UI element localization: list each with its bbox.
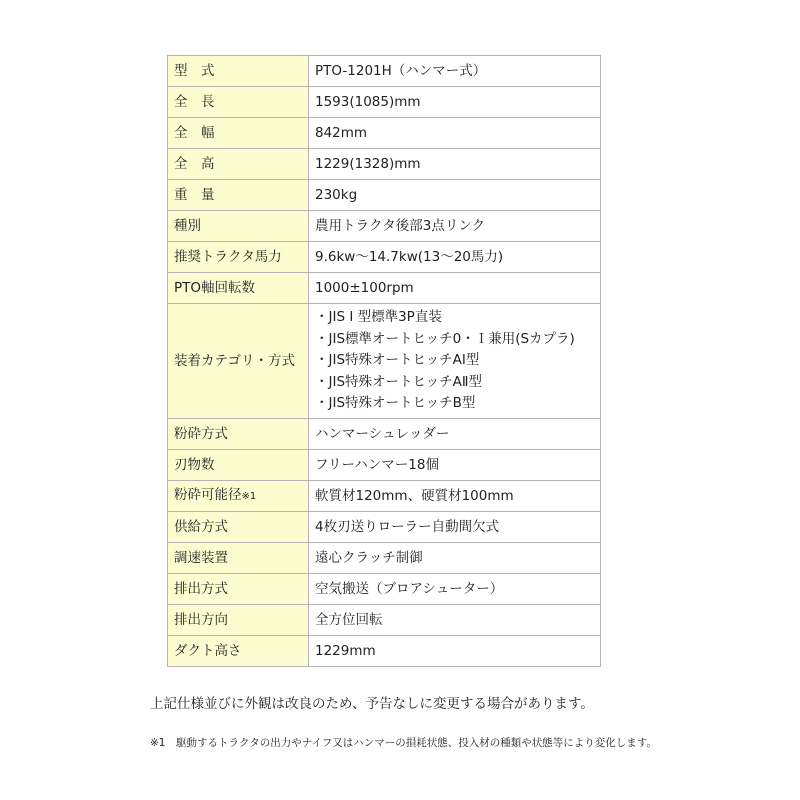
spec-label-text: 粉砕可能径 [174, 487, 242, 503]
spec-label: 粉砕方式 [168, 419, 309, 450]
table-row [168, 211, 601, 242]
spec-value: 農用トラクタ後部3点リンク [309, 211, 601, 242]
table-row [168, 56, 601, 87]
spec-value: PTO-1201H（ハンマー式） [309, 56, 601, 87]
table-row [168, 118, 601, 149]
list-item: ・JIS特殊オートヒッチAⅠ型 [315, 352, 480, 369]
table-row [168, 242, 601, 273]
list-item: ・JIS特殊オートヒッチB型 [315, 395, 476, 412]
footnote-text: ※1 駆動するトラクタの出力やナイフ又はハンマーの損耗状態、投入材の種類や状態等により変化します。 [150, 737, 657, 749]
spec-label: 重 量 [168, 180, 309, 211]
table-row [168, 273, 601, 304]
list-item: ・JIS標準オートヒッチ0・Ｉ兼用(Sカプラ) [315, 330, 575, 347]
table-row [168, 605, 601, 636]
spec-value: 842mm [309, 118, 601, 149]
spec-value: 4枚刃送りローラー自動間欠式 [309, 512, 601, 543]
table-row [168, 543, 601, 574]
table-row [168, 574, 601, 605]
spec-label: PTO軸回転数 [168, 273, 309, 304]
spec-value: 230kg [309, 180, 601, 211]
spec-value: 9.6kw～14.7kw(13～20馬力) [309, 242, 601, 273]
spec-label: 刃物数 [168, 450, 309, 481]
spec-label: 種別 [168, 211, 309, 242]
list-item: ・JIS特殊オートヒッチAⅡ型 [315, 373, 483, 390]
table-row [168, 419, 601, 450]
spec-label: 排出方向 [168, 605, 309, 636]
spec-value: ハンマーシュレッダー [309, 419, 601, 450]
table-row [168, 180, 601, 211]
table-row [168, 636, 601, 667]
table-row [168, 450, 601, 481]
table-row [168, 87, 601, 118]
spec-value: 1000±100rpm [309, 273, 601, 304]
table-row [168, 481, 601, 512]
table-row [168, 512, 601, 543]
spec-label: 型 式 [168, 56, 309, 87]
category-list [309, 304, 601, 419]
spec-table [167, 55, 601, 667]
spec-value: 軟質材120mm、硬質材100mm [309, 481, 601, 512]
spec-label-with-note [168, 481, 309, 512]
spec-value: 全方位回転 [309, 605, 601, 636]
footnote-marker: ※1 [241, 491, 257, 502]
spec-label: 供給方式 [168, 512, 309, 543]
spec-value: 1229mm [309, 636, 601, 667]
spec-value: 遠心クラッチ制御 [309, 543, 601, 574]
spec-label: 推奨トラクタ馬力 [168, 242, 309, 273]
disclaimer-text: 上記仕様並びに外観は改良のため、予告なしに変更する場合があります。 [150, 696, 594, 712]
spec-label: ダクト高さ [168, 636, 309, 667]
table-row [168, 149, 601, 180]
spec-value: 空気搬送（ブロアシューター） [309, 574, 601, 605]
spec-label: 全 高 [168, 149, 309, 180]
spec-value: 1593(1085)mm [309, 87, 601, 118]
spec-label: 全 長 [168, 87, 309, 118]
table-row-category [168, 304, 601, 419]
spec-label: 全 幅 [168, 118, 309, 149]
spec-label: 調速装置 [168, 543, 309, 574]
spec-label: 排出方式 [168, 574, 309, 605]
spec-value: 1229(1328)mm [309, 149, 601, 180]
spec-value: フリーハンマー18個 [309, 450, 601, 481]
list-item: ・JIS I 型標準3P直装 [315, 309, 442, 326]
spec-label: 装着カテゴリ・方式 [168, 304, 309, 419]
